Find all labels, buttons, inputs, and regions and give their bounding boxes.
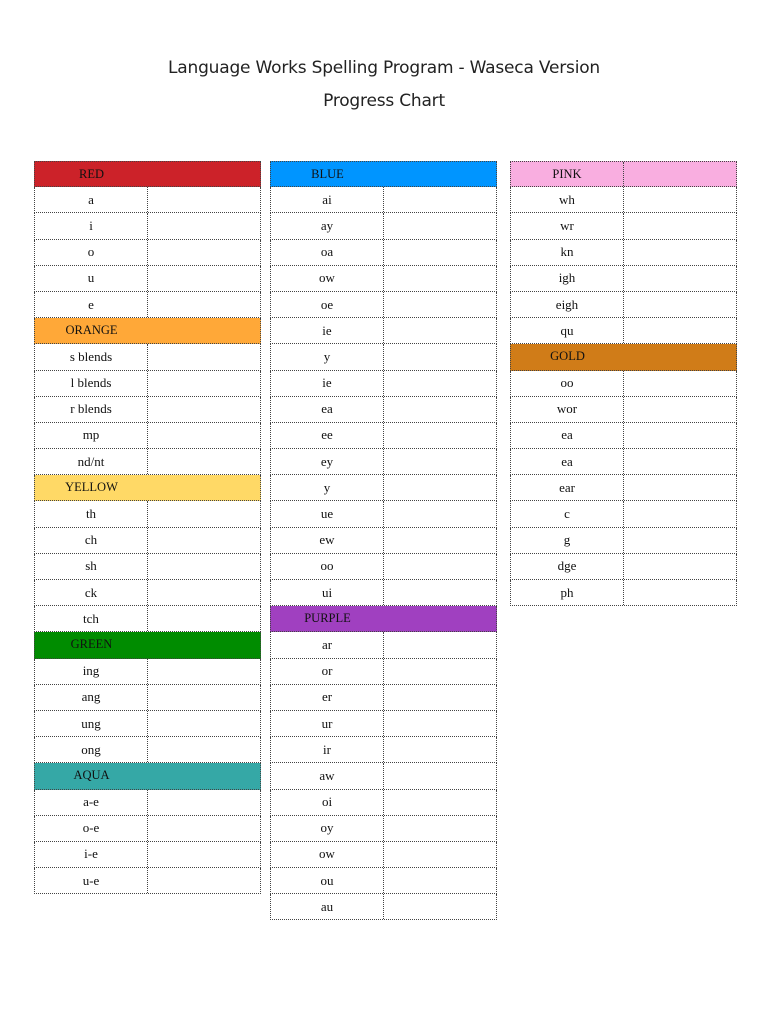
phonogram-row bbox=[270, 240, 497, 266]
phonogram-label: u-e bbox=[35, 868, 148, 893]
phonogram-label: sh bbox=[35, 554, 148, 579]
phonogram-label: oo bbox=[511, 371, 624, 396]
phonogram-row bbox=[34, 737, 261, 763]
phonogram-label: oy bbox=[271, 816, 384, 841]
progress-checkbox-cell[interactable] bbox=[624, 266, 736, 291]
progress-checkbox-cell[interactable] bbox=[384, 240, 496, 265]
chart-column-3 bbox=[510, 161, 737, 606]
progress-checkbox-cell[interactable] bbox=[624, 240, 736, 265]
phonogram-row bbox=[510, 371, 737, 397]
phonogram-label: g bbox=[511, 528, 624, 553]
phonogram-row bbox=[270, 292, 497, 318]
progress-checkbox-cell[interactable] bbox=[384, 501, 496, 526]
color-group-header-red bbox=[34, 161, 261, 187]
header-label-cell bbox=[35, 632, 148, 657]
progress-checkbox-cell[interactable] bbox=[384, 371, 496, 396]
phonogram-label: oe bbox=[271, 292, 384, 317]
progress-checkbox-cell[interactable] bbox=[384, 475, 496, 500]
chart-column-2 bbox=[270, 161, 497, 920]
color-group-header-orange bbox=[34, 318, 261, 344]
phonogram-row bbox=[34, 449, 261, 475]
phonogram-label: ea bbox=[511, 423, 624, 448]
progress-checkbox-cell[interactable] bbox=[384, 842, 496, 867]
phonogram-row bbox=[270, 685, 497, 711]
phonogram-row bbox=[270, 763, 497, 789]
phonogram-row bbox=[270, 187, 497, 213]
phonogram-row bbox=[34, 842, 261, 868]
header-label-cell bbox=[511, 162, 624, 186]
phonogram-row bbox=[510, 213, 737, 239]
phonogram-label: ck bbox=[35, 580, 148, 605]
phonogram-label: ing bbox=[35, 659, 148, 684]
phonogram-row bbox=[34, 606, 261, 632]
phonogram-row bbox=[510, 240, 737, 266]
progress-checkbox-cell[interactable] bbox=[148, 266, 260, 291]
progress-checkbox-cell[interactable] bbox=[384, 659, 496, 684]
phonogram-row bbox=[510, 554, 737, 580]
phonogram-row bbox=[270, 868, 497, 894]
phonogram-row bbox=[510, 397, 737, 423]
phonogram-row bbox=[510, 187, 737, 213]
progress-checkbox-cell[interactable] bbox=[148, 580, 260, 605]
progress-checkbox-cell[interactable] bbox=[624, 501, 736, 526]
phonogram-row bbox=[510, 449, 737, 475]
phonogram-label: ong bbox=[35, 737, 148, 762]
phonogram-row bbox=[270, 213, 497, 239]
progress-checkbox-cell[interactable] bbox=[624, 528, 736, 553]
phonogram-row bbox=[270, 894, 497, 920]
header-blank-cell bbox=[148, 162, 260, 186]
color-group-label: GOLD bbox=[550, 349, 585, 364]
phonogram-row bbox=[510, 292, 737, 318]
color-group-label: GREEN bbox=[70, 637, 113, 652]
phonogram-label: tch bbox=[35, 606, 148, 631]
color-group-header-aqua bbox=[34, 763, 261, 789]
progress-checkbox-cell[interactable] bbox=[624, 371, 736, 396]
progress-checkbox-cell[interactable] bbox=[384, 344, 496, 369]
phonogram-label: ow bbox=[271, 842, 384, 867]
phonogram-row bbox=[270, 318, 497, 344]
phonogram-label: s blends bbox=[35, 344, 148, 369]
header-blank-cell bbox=[148, 318, 260, 343]
color-group-label: PURPLE bbox=[304, 611, 351, 626]
color-group-label: BLUE bbox=[311, 166, 344, 181]
progress-checkbox-cell[interactable] bbox=[148, 816, 260, 841]
phonogram-label: c bbox=[511, 501, 624, 526]
color-group-label: PINK bbox=[552, 166, 582, 181]
phonogram-label: wr bbox=[511, 213, 624, 238]
phonogram-row bbox=[510, 501, 737, 527]
phonogram-label: ay bbox=[271, 213, 384, 238]
phonogram-label: ui bbox=[271, 580, 384, 605]
phonogram-label: y bbox=[271, 475, 384, 500]
phonogram-row bbox=[34, 423, 261, 449]
phonogram-label: ue bbox=[271, 501, 384, 526]
progress-checkbox-cell[interactable] bbox=[384, 868, 496, 893]
color-group-header-gold bbox=[510, 344, 737, 370]
phonogram-label: ph bbox=[511, 580, 624, 605]
phonogram-label: a-e bbox=[35, 790, 148, 815]
progress-checkbox-cell[interactable] bbox=[148, 685, 260, 710]
progress-checkbox-cell[interactable] bbox=[384, 266, 496, 291]
phonogram-row bbox=[34, 868, 261, 894]
phonogram-row bbox=[34, 580, 261, 606]
phonogram-row bbox=[34, 554, 261, 580]
phonogram-label: wh bbox=[511, 187, 624, 212]
progress-checkbox-cell[interactable] bbox=[384, 763, 496, 788]
header-blank-cell bbox=[384, 606, 496, 631]
phonogram-row bbox=[270, 266, 497, 292]
color-group-header-pink bbox=[510, 161, 737, 187]
phonogram-label: oa bbox=[271, 240, 384, 265]
progress-checkbox-cell[interactable] bbox=[384, 632, 496, 657]
progress-checkbox-cell[interactable] bbox=[384, 580, 496, 605]
progress-checkbox-cell[interactable] bbox=[624, 449, 736, 474]
phonogram-label: ie bbox=[271, 371, 384, 396]
phonogram-row bbox=[510, 423, 737, 449]
progress-checkbox-cell[interactable] bbox=[624, 475, 736, 500]
progress-checkbox-cell[interactable] bbox=[384, 554, 496, 579]
progress-checkbox-cell[interactable] bbox=[148, 868, 260, 893]
progress-checkbox-cell[interactable] bbox=[384, 685, 496, 710]
progress-checkbox-cell[interactable] bbox=[148, 554, 260, 579]
phonogram-label: e bbox=[35, 292, 148, 317]
progress-checkbox-cell[interactable] bbox=[148, 423, 260, 448]
phonogram-label: ou bbox=[271, 868, 384, 893]
phonogram-label: ea bbox=[511, 449, 624, 474]
progress-checkbox-cell[interactable] bbox=[384, 790, 496, 815]
progress-checkbox-cell[interactable] bbox=[624, 187, 736, 212]
phonogram-label: i-e bbox=[35, 842, 148, 867]
phonogram-row bbox=[34, 187, 261, 213]
color-group-header-green bbox=[34, 632, 261, 658]
phonogram-row bbox=[270, 580, 497, 606]
phonogram-label: ea bbox=[271, 397, 384, 422]
header-label-cell bbox=[271, 606, 384, 631]
progress-checkbox-cell[interactable] bbox=[148, 240, 260, 265]
progress-checkbox-cell[interactable] bbox=[148, 528, 260, 553]
phonogram-label: ai bbox=[271, 187, 384, 212]
color-group-header-yellow bbox=[34, 475, 261, 501]
progress-checkbox-cell[interactable] bbox=[148, 842, 260, 867]
progress-checkbox-cell[interactable] bbox=[384, 423, 496, 448]
phonogram-label: eigh bbox=[511, 292, 624, 317]
color-group-label: AQUA bbox=[73, 768, 110, 783]
phonogram-label: ie bbox=[271, 318, 384, 343]
phonogram-label: o bbox=[35, 240, 148, 265]
phonogram-label: i bbox=[35, 213, 148, 238]
phonogram-row bbox=[34, 711, 261, 737]
progress-checkbox-cell[interactable] bbox=[148, 397, 260, 422]
progress-checkbox-cell[interactable] bbox=[384, 213, 496, 238]
phonogram-row bbox=[34, 501, 261, 527]
phonogram-row bbox=[34, 213, 261, 239]
header-label-cell bbox=[35, 318, 148, 343]
phonogram-row bbox=[34, 240, 261, 266]
phonogram-row bbox=[34, 816, 261, 842]
progress-checkbox-cell[interactable] bbox=[148, 344, 260, 369]
document-title: Language Works Spelling Program - Waseca Version bbox=[168, 58, 600, 78]
document-subtitle: Progress Chart bbox=[323, 91, 445, 111]
progress-checkbox-cell[interactable] bbox=[148, 659, 260, 684]
progress-checkbox-cell[interactable] bbox=[384, 397, 496, 422]
header-label-cell bbox=[35, 475, 148, 500]
phonogram-row bbox=[34, 528, 261, 554]
phonogram-row bbox=[510, 528, 737, 554]
phonogram-row bbox=[34, 659, 261, 685]
progress-checkbox-cell[interactable] bbox=[384, 711, 496, 736]
phonogram-row bbox=[270, 737, 497, 763]
progress-checkbox-cell[interactable] bbox=[384, 737, 496, 762]
phonogram-label: ee bbox=[271, 423, 384, 448]
phonogram-label: nd/nt bbox=[35, 449, 148, 474]
phonogram-label: qu bbox=[511, 318, 624, 343]
progress-checkbox-cell[interactable] bbox=[384, 894, 496, 919]
phonogram-row bbox=[34, 292, 261, 318]
progress-checkbox-cell[interactable] bbox=[624, 318, 736, 343]
progress-checkbox-cell[interactable] bbox=[624, 292, 736, 317]
phonogram-row bbox=[34, 685, 261, 711]
progress-checkbox-cell[interactable] bbox=[384, 528, 496, 553]
phonogram-row bbox=[270, 790, 497, 816]
phonogram-row bbox=[270, 659, 497, 685]
phonogram-label: ar bbox=[271, 632, 384, 657]
header-label-cell bbox=[511, 344, 624, 369]
phonogram-label: oi bbox=[271, 790, 384, 815]
header-blank-cell bbox=[624, 344, 736, 369]
color-group-label: RED bbox=[79, 166, 104, 181]
phonogram-row bbox=[510, 580, 737, 606]
phonogram-row bbox=[510, 318, 737, 344]
phonogram-label: igh bbox=[511, 266, 624, 291]
phonogram-row bbox=[34, 397, 261, 423]
progress-checkbox-cell[interactable] bbox=[624, 580, 736, 605]
header-blank-cell bbox=[148, 763, 260, 788]
phonogram-row bbox=[270, 397, 497, 423]
progress-checkbox-cell[interactable] bbox=[148, 371, 260, 396]
phonogram-label: ur bbox=[271, 711, 384, 736]
phonogram-label: ew bbox=[271, 528, 384, 553]
color-group-label: ORANGE bbox=[65, 323, 118, 338]
phonogram-row bbox=[510, 475, 737, 501]
progress-checkbox-cell[interactable] bbox=[148, 711, 260, 736]
progress-checkbox-cell[interactable] bbox=[148, 790, 260, 815]
phonogram-label: ow bbox=[271, 266, 384, 291]
phonogram-row bbox=[270, 501, 497, 527]
phonogram-label: dge bbox=[511, 554, 624, 579]
header-blank-cell bbox=[624, 162, 736, 186]
phonogram-label: er bbox=[271, 685, 384, 710]
progress-checkbox-cell[interactable] bbox=[624, 423, 736, 448]
color-group-header-blue bbox=[270, 161, 497, 187]
phonogram-row bbox=[270, 816, 497, 842]
progress-checkbox-cell[interactable] bbox=[148, 213, 260, 238]
phonogram-label: ey bbox=[271, 449, 384, 474]
progress-checkbox-cell[interactable] bbox=[384, 318, 496, 343]
phonogram-label: aw bbox=[271, 763, 384, 788]
header-blank-cell bbox=[148, 632, 260, 657]
progress-checkbox-cell[interactable] bbox=[148, 449, 260, 474]
phonogram-label: a bbox=[35, 187, 148, 212]
progress-checkbox-cell[interactable] bbox=[624, 554, 736, 579]
phonogram-row bbox=[270, 475, 497, 501]
phonogram-row bbox=[270, 423, 497, 449]
phonogram-row bbox=[270, 554, 497, 580]
phonogram-row bbox=[34, 371, 261, 397]
phonogram-row bbox=[510, 266, 737, 292]
phonogram-row bbox=[34, 344, 261, 370]
phonogram-label: ung bbox=[35, 711, 148, 736]
progress-checkbox-cell[interactable] bbox=[148, 501, 260, 526]
phonogram-label: ir bbox=[271, 737, 384, 762]
phonogram-label: ear bbox=[511, 475, 624, 500]
phonogram-label: o-e bbox=[35, 816, 148, 841]
phonogram-label: ang bbox=[35, 685, 148, 710]
phonogram-label: au bbox=[271, 894, 384, 919]
phonogram-row bbox=[270, 632, 497, 658]
phonogram-row bbox=[34, 790, 261, 816]
phonogram-row bbox=[270, 449, 497, 475]
progress-checkbox-cell[interactable] bbox=[384, 187, 496, 212]
color-group-label: YELLOW bbox=[65, 480, 118, 495]
phonogram-row bbox=[34, 266, 261, 292]
phonogram-row bbox=[270, 711, 497, 737]
phonogram-label: oo bbox=[271, 554, 384, 579]
header-label-cell bbox=[35, 763, 148, 788]
progress-checkbox-cell[interactable] bbox=[148, 292, 260, 317]
progress-checkbox-cell[interactable] bbox=[148, 187, 260, 212]
phonogram-label: kn bbox=[511, 240, 624, 265]
header-blank-cell bbox=[384, 162, 496, 186]
color-group-header-purple bbox=[270, 606, 497, 632]
progress-checkbox-cell[interactable] bbox=[384, 816, 496, 841]
progress-checkbox-cell[interactable] bbox=[624, 213, 736, 238]
header-label-cell bbox=[271, 162, 384, 186]
phonogram-label: y bbox=[271, 344, 384, 369]
header-blank-cell bbox=[148, 475, 260, 500]
phonogram-row bbox=[270, 344, 497, 370]
phonogram-row bbox=[270, 842, 497, 868]
header-label-cell bbox=[35, 162, 148, 186]
phonogram-row bbox=[270, 371, 497, 397]
chart-column-1 bbox=[34, 161, 261, 894]
phonogram-label: l blends bbox=[35, 371, 148, 396]
progress-checkbox-cell[interactable] bbox=[148, 737, 260, 762]
progress-checkbox-cell[interactable] bbox=[384, 449, 496, 474]
phonogram-label: r blends bbox=[35, 397, 148, 422]
phonogram-label: ch bbox=[35, 528, 148, 553]
phonogram-row bbox=[270, 528, 497, 554]
phonogram-label: wor bbox=[511, 397, 624, 422]
phonogram-label: th bbox=[35, 501, 148, 526]
progress-checkbox-cell[interactable] bbox=[148, 606, 260, 631]
phonogram-label: u bbox=[35, 266, 148, 291]
phonogram-label: or bbox=[271, 659, 384, 684]
progress-checkbox-cell[interactable] bbox=[624, 397, 736, 422]
phonogram-label: mp bbox=[35, 423, 148, 448]
progress-checkbox-cell[interactable] bbox=[384, 292, 496, 317]
